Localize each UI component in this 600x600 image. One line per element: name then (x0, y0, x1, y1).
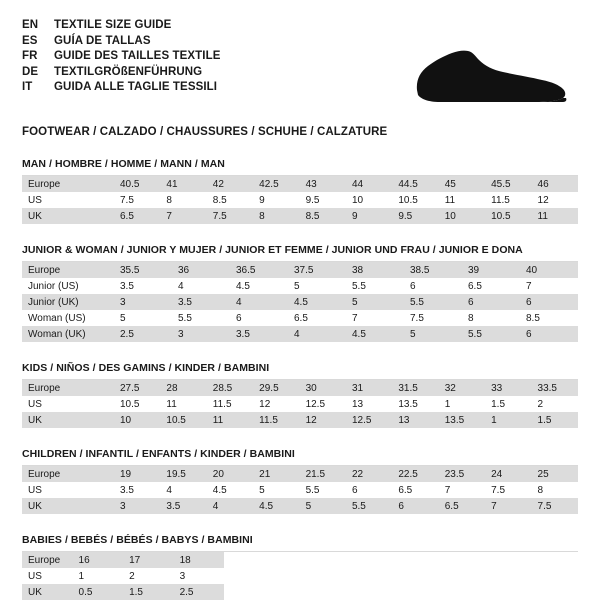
size-table (22, 552, 578, 600)
size-cell: 29.5 (253, 380, 299, 396)
row-label: Junior (UK) (22, 294, 114, 310)
size-cell: 12 (259, 398, 271, 410)
footwear-section-title: FOOTWEAR / CALZADO / CHAUSSURES / SCHUHE / CALZATURE (22, 126, 388, 138)
empty-cell (477, 552, 528, 568)
size-group-title: KIDS / NIÑOS / DES GAMINS / KINDER / BAMBINI (22, 362, 578, 380)
table-row (22, 262, 578, 278)
size-cell: 6.5 (294, 312, 308, 324)
size-table (22, 466, 578, 514)
language-row (22, 18, 221, 34)
row-label: Woman (US) (28, 312, 86, 324)
size-cell: 11 (532, 208, 578, 224)
size-cell: 10 (439, 208, 485, 224)
size-cell: 5 (294, 280, 300, 292)
size-cell: 6 (520, 326, 578, 342)
size-cell: 9 (259, 194, 265, 206)
empty-cell (426, 568, 477, 584)
empty-cell (325, 552, 376, 568)
size-cell: 37.5 (288, 262, 346, 278)
size-cell: 3.5 (230, 326, 288, 342)
size-cell: 8 (166, 194, 172, 206)
size-cell: 1 (485, 412, 531, 428)
size-cell: 6.5 (468, 280, 482, 292)
size-cell: 38 (346, 262, 404, 278)
dress-shoe-icon (382, 32, 572, 112)
size-cell: 3.5 (120, 280, 134, 292)
size-cell: 6.5 (439, 498, 485, 514)
size-cell: 6.5 (114, 208, 160, 224)
language-title: GUIDA ALLE TAGLIE TESSILI (54, 81, 218, 93)
row-label: Woman (UK) (22, 326, 114, 342)
size-cell: 11 (166, 398, 177, 410)
size-cell: 4.5 (212, 484, 227, 496)
size-cell: 10.5 (485, 208, 531, 224)
table-row (22, 498, 578, 514)
size-cell: 8 (537, 484, 544, 496)
size-cell: 5.5 (404, 294, 462, 310)
size-cell: 21.5 (300, 466, 346, 482)
language-code: FR (22, 50, 38, 62)
empty-cell (426, 584, 477, 600)
language-title-list (22, 18, 221, 96)
size-cell: 1.5 (123, 584, 174, 600)
empty-cell (426, 552, 477, 568)
language-row (22, 65, 221, 81)
size-cell: 7.5 (207, 208, 253, 224)
size-cell: 36.5 (230, 262, 288, 278)
row-label: Europe (22, 466, 114, 482)
size-group (22, 244, 578, 342)
size-cell: 31.5 (392, 380, 438, 396)
size-cell: 7.5 (120, 194, 134, 206)
size-cell: 12.5 (346, 412, 392, 428)
size-cell: 9.5 (305, 194, 320, 206)
empty-cell (376, 552, 427, 568)
empty-cell (275, 552, 326, 568)
size-cell: 46 (532, 176, 578, 192)
language-code: ES (22, 34, 38, 47)
language-title: TEXTILGRÖßENFÜHRUNG (54, 65, 203, 78)
size-cell: 23.5 (439, 466, 485, 482)
table-row (22, 176, 578, 192)
size-cell: 18 (174, 552, 225, 568)
row-label: US (28, 398, 42, 410)
size-cell: 7 (352, 312, 358, 324)
size-cell: 7.5 (532, 498, 578, 514)
table-row (22, 482, 578, 498)
empty-cell (477, 568, 528, 584)
size-group-title: BABIES / BEBÉS / BÉBÉS / BABYS / BAMBINI (22, 534, 578, 552)
empty-cell (527, 552, 578, 568)
size-cell: 7 (444, 484, 451, 496)
size-table (22, 262, 578, 342)
row-label: Europe (22, 176, 114, 192)
size-cell: 5 (259, 484, 265, 496)
size-cell: 9 (346, 208, 392, 224)
table-row (22, 568, 578, 584)
size-cell: 17 (123, 552, 174, 568)
size-cell: 33.5 (532, 380, 578, 396)
size-cell: 22.5 (392, 466, 438, 482)
size-cell: 10.5 (398, 194, 418, 206)
size-cell: 13 (351, 398, 364, 410)
size-cell: 11 (444, 194, 456, 206)
document-header (22, 18, 578, 112)
size-cell: 7 (526, 280, 532, 292)
size-cell: 7 (485, 498, 531, 514)
size-cell: 19 (114, 466, 160, 482)
empty-cell (325, 568, 376, 584)
size-group-title: JUNIOR & WOMAN / JUNIOR Y MUJER / JUNIOR ET FEMME / JUNIOR UND FRAU / JUNIOR E DONA (22, 244, 578, 262)
size-cell: 43 (300, 176, 346, 192)
row-label: US (28, 194, 42, 206)
size-cell: 1 (444, 398, 451, 410)
size-cell: 28 (160, 380, 206, 396)
size-cell: 5.5 (305, 484, 320, 496)
size-cell: 44 (346, 176, 392, 192)
size-cell: 42.5 (253, 176, 299, 192)
size-cell: 39 (462, 262, 520, 278)
size-cell: 7 (160, 208, 206, 224)
size-cell: 6 (520, 294, 578, 310)
size-cell: 4 (207, 498, 253, 514)
size-cell: 2.5 (114, 326, 172, 342)
table-row (22, 466, 578, 482)
size-cell: 6.5 (398, 484, 413, 496)
size-cell: 5 (404, 326, 462, 342)
size-cell: 13.5 (398, 398, 418, 410)
row-label: US (28, 570, 42, 582)
language-code: DE (22, 65, 39, 78)
size-cell: 27.5 (114, 380, 160, 396)
size-cell: 5 (346, 294, 404, 310)
size-cell: 8 (253, 208, 299, 224)
table-row (22, 396, 578, 412)
size-cell: 25 (532, 466, 578, 482)
size-cell: 12 (537, 194, 549, 206)
table-row (22, 294, 578, 310)
size-group-title: MAN / HOMBRE / HOMME / MANN / MAN (22, 158, 578, 176)
size-cell: 45 (439, 176, 485, 192)
size-cell: 40.5 (114, 176, 160, 192)
size-cell: 20 (207, 466, 253, 482)
size-cell: 40 (520, 262, 578, 278)
size-cell: 12.5 (305, 398, 326, 410)
size-cell: 8.5 (526, 312, 540, 324)
empty-cell (376, 568, 427, 584)
size-cell: 19.5 (160, 466, 206, 482)
row-label: Europe (22, 380, 114, 396)
size-cell: 11.5 (212, 398, 232, 410)
size-group (22, 158, 578, 224)
size-cell: 6 (351, 484, 358, 496)
size-cell: 2.5 (174, 584, 225, 600)
size-cell: 3.5 (172, 294, 230, 310)
size-cell: 3 (114, 498, 160, 514)
size-cell: 22 (346, 466, 392, 482)
size-cell: 5.5 (462, 326, 520, 342)
empty-cell (477, 584, 528, 600)
table-row (22, 412, 578, 428)
size-table (22, 176, 578, 224)
table-row (22, 278, 578, 294)
row-label: UK (22, 412, 114, 428)
row-label: UK (22, 208, 114, 224)
row-label: UK (22, 584, 73, 600)
row-label: Europe (22, 262, 114, 278)
size-cell: 4.5 (236, 280, 250, 292)
size-cell: 10 (114, 412, 160, 428)
row-label: Junior (US) (28, 280, 79, 292)
language-row (22, 80, 221, 96)
size-cell: 28.5 (207, 380, 253, 396)
size-group (22, 534, 578, 600)
size-cell: 3 (114, 294, 172, 310)
empty-cell (224, 568, 275, 584)
size-cell: 45.5 (485, 176, 531, 192)
size-cell: 6 (236, 312, 242, 324)
size-cell: 9.5 (392, 208, 438, 224)
table-row (22, 310, 578, 326)
size-cell: 0.5 (73, 584, 124, 600)
empty-cell (275, 584, 326, 600)
size-cell: 2 (537, 398, 544, 410)
size-cell: 5 (120, 312, 126, 324)
table-row (22, 192, 578, 208)
empty-cell (224, 584, 275, 600)
size-cell: 13 (392, 412, 438, 428)
size-cell: 4 (166, 484, 172, 496)
size-table (22, 380, 578, 428)
table-row (22, 584, 578, 600)
size-cell: 44.5 (392, 176, 438, 192)
size-cell: 8.5 (300, 208, 346, 224)
empty-cell (224, 552, 275, 568)
size-cell: 10.5 (120, 398, 140, 410)
empty-cell (275, 568, 326, 584)
size-cell: 3.5 (120, 484, 134, 496)
language-row (22, 34, 221, 50)
size-tables-container (22, 158, 578, 600)
size-cell: 38.5 (404, 262, 462, 278)
table-row (22, 208, 578, 224)
size-cell: 11.5 (253, 412, 299, 428)
row-label: Europe (22, 552, 73, 568)
size-cell: 21 (253, 466, 299, 482)
size-cell: 31 (346, 380, 392, 396)
size-cell: 33 (485, 380, 531, 396)
size-cell: 1 (78, 570, 85, 582)
size-cell: 7.5 (491, 484, 506, 496)
table-row (22, 380, 578, 396)
size-group-title: CHILDREN / INFANTIL / ENFANTS / KINDER / BAMBINI (22, 448, 578, 466)
size-cell: 4.5 (288, 294, 346, 310)
size-cell: 2 (129, 570, 135, 582)
size-cell: 16 (73, 552, 124, 568)
size-cell: 6 (410, 280, 416, 292)
language-code: IT (22, 81, 33, 93)
table-row (22, 552, 578, 568)
size-cell: 4 (288, 326, 346, 342)
language-title: GUIDE DES TAILLES TEXTILE (54, 50, 221, 62)
size-cell: 36 (172, 262, 230, 278)
language-row (22, 49, 221, 65)
empty-cell (527, 568, 578, 584)
size-cell: 5.5 (346, 498, 392, 514)
size-cell: 6 (392, 498, 438, 514)
size-group (22, 362, 578, 428)
table-row (22, 326, 578, 342)
size-cell: 35.5 (114, 262, 172, 278)
size-cell: 3 (179, 570, 186, 582)
row-label: UK (22, 498, 114, 514)
size-cell: 10.5 (160, 412, 206, 428)
size-cell: 4 (230, 294, 288, 310)
size-cell: 32 (439, 380, 485, 396)
size-cell: 4 (178, 280, 184, 292)
size-cell: 42 (207, 176, 253, 192)
size-cell: 3 (172, 326, 230, 342)
size-cell: 5.5 (178, 312, 192, 324)
empty-cell (325, 584, 376, 600)
size-cell: 30 (300, 380, 346, 396)
size-cell: 13.5 (439, 412, 485, 428)
size-cell: 1.5 (532, 412, 578, 428)
size-group (22, 448, 578, 514)
size-cell: 3.5 (160, 498, 206, 514)
row-label: US (28, 484, 42, 496)
size-cell: 8 (468, 312, 474, 324)
language-code: EN (22, 19, 39, 31)
size-cell: 4.5 (253, 498, 299, 514)
size-cell: 11 (207, 412, 253, 428)
size-cell: 11.5 (491, 194, 510, 206)
size-cell: 8.5 (212, 194, 227, 206)
size-cell: 12 (300, 412, 346, 428)
language-title: TEXTILE SIZE GUIDE (54, 19, 172, 31)
empty-cell (527, 584, 578, 600)
language-title: GUÍA DE TALLAS (54, 34, 151, 47)
size-cell: 7.5 (410, 312, 424, 324)
size-cell: 5.5 (352, 280, 366, 292)
size-cell: 4.5 (346, 326, 404, 342)
size-cell: 24 (485, 466, 531, 482)
size-cell: 10 (351, 194, 364, 206)
size-cell: 41 (160, 176, 206, 192)
empty-cell (376, 584, 427, 600)
size-cell: 6 (462, 294, 520, 310)
size-cell: 5 (300, 498, 346, 514)
size-cell: 1.5 (491, 398, 506, 410)
